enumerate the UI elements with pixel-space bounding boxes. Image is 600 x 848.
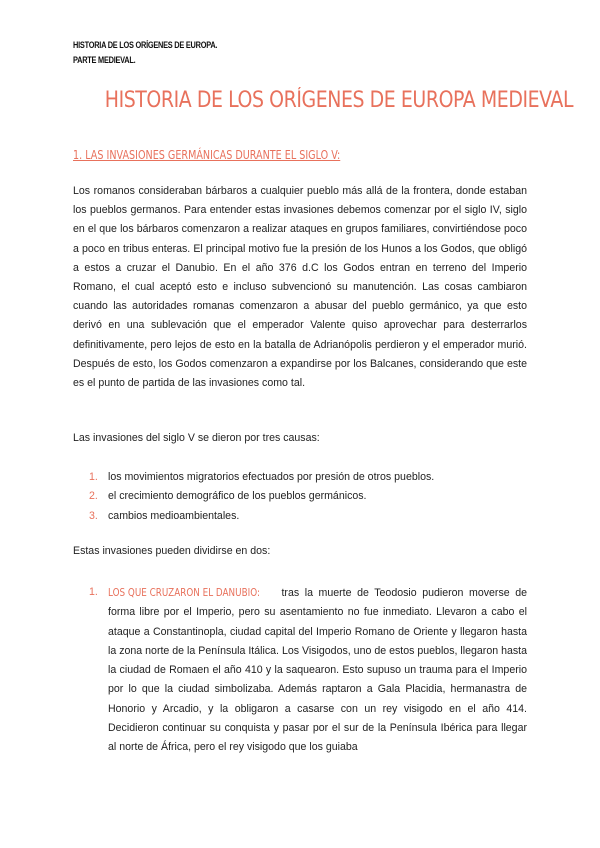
- section-heading: 1. LAS INVASIONES GERMÁNICAS DURANTE EL SIGLO V:: [73, 148, 341, 162]
- list-number: 1.: [89, 471, 98, 483]
- document-title: HISTORIA DE LOS ORÍGENES DE EUROPA MEDIEVAL: [104, 88, 574, 113]
- list-number: 1.: [89, 586, 98, 598]
- intro-paragraph: [73, 182, 527, 393]
- causes-intro: Las invasiones del siglo V se dieron por tres causas:: [73, 432, 320, 444]
- list-item-text: los movimientos migratorios efectuados por presión de otros pueblos.: [108, 471, 435, 483]
- list-number: 3.: [89, 509, 98, 522]
- division-intro: Estas invasiones pueden dividirse en dos:: [73, 545, 271, 557]
- list-number: 2.: [89, 490, 98, 503]
- list-item: [73, 487, 527, 506]
- list-item: [73, 583, 527, 758]
- running-header-line-2: PARTE MEDIEVAL.: [73, 55, 136, 65]
- list-item: [73, 468, 527, 487]
- running-header-line-1: HISTORIA DE LOS ORÍGENES DE EUROPA.: [73, 40, 218, 50]
- division-text: tras la muerte de Teodosio pudieron moverse de forma libre por el Imperio, pero su asentamiento no fue inmediato. Llevaron a cabo el ataque a Constantinopla, ciudad capital del Imperio Romano de Oriente y llegaron hasta la zona norte de la Península Itálica. Los Visigodos, uno de estos pueblos, llegaron hasta la ciudad de Romaen el año 410 y la saquearon. Esto supuso un trauma para el Imperio por lo que la ciudad simbolizaba. Además raptaron a Gala Placidia, hermanastra de Honorio y Arcadio, y la obligaron a casarse con un rey visigodo en el año 414. Decidieron continuar su conquista y pasar por el sur de la Península Ibérica para llegar al norte de África, pero el rey visigodo que los guiaba: [108, 587, 527, 754]
- list-item-text: el crecimiento demográfico de los pueblos germánicos.: [108, 490, 367, 503]
- intro-paragraph-text: Los romanos consideraban bárbaros a cualquier pueblo más allá de la frontera, donde estaban los pueblos germanos. Para entender estas invasiones debemos comenzar por el siglo IV, siglo en el que los bárbaros comenzaron a realizar ataques en grupos familiares, convirtiéndose poco a poco en tribus enteras. El principal motivo fue la presión de los Hunos a los Godos, que obligó a estos a cruzar el Danubio. En el año 376 d.C los Godos entran en terreno del Imperio Romano, el cual aceptó esto e incluso subvencionó su manutención. Las cosas cambiaron cuando las autoridades romanas comenzaron a abusar del pueblo germánico, ya que esto derivó en una sublevación que el emperador Valente quiso aprovechar para desterrarlos definitivamente, pero lejos de esto en la batalla de Adrianópolis perdieron y el emperador murió. Después de esto, los Godos comenzaron a expandirse por los Balcanes, considerando que este es el punto de partida de las invasiones como tal.: [73, 185, 527, 390]
- division-title: LOS QUE CRUZARON EL DANUBIO:: [108, 586, 260, 599]
- causes-list: [73, 468, 527, 526]
- divisions-list: [73, 583, 527, 758]
- list-item: [73, 507, 527, 526]
- list-item-text: cambios medioambientales.: [108, 509, 240, 522]
